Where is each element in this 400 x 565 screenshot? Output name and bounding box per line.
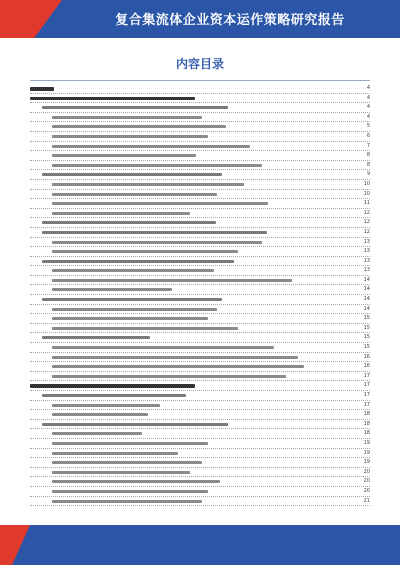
toc-entry-label (42, 423, 228, 426)
toc-entry[interactable] (30, 429, 370, 439)
toc-entry-page: 17 (363, 392, 370, 398)
toc-entry-page: 13 (363, 257, 370, 264)
toc-entry[interactable] (30, 497, 370, 507)
toc-entry-label (52, 288, 172, 291)
toc-entry[interactable] (30, 458, 370, 468)
toc-entry-label (52, 500, 202, 503)
toc-entry-label (52, 125, 226, 128)
toc-entry-page: 20 (363, 478, 370, 485)
toc-entry[interactable] (30, 161, 370, 171)
toc-entry[interactable] (30, 180, 370, 190)
toc-entry-label (42, 260, 234, 263)
toc-entry[interactable] (30, 487, 370, 497)
toc-entry-page: 12 (363, 228, 370, 235)
toc-entry-label (30, 97, 195, 101)
toc-entry-page: 14 (363, 276, 370, 283)
toc-entry-page: 16 (363, 363, 370, 370)
toc-entry[interactable] (30, 305, 370, 315)
toc-entry-page: 18 (363, 411, 370, 418)
toc-entry[interactable] (30, 333, 370, 343)
toc-entry-page: 12 (363, 209, 370, 216)
toc-entry[interactable] (30, 190, 370, 200)
toc-entry-page: 16 (363, 353, 370, 360)
toc-entry-page: 15 (363, 344, 370, 351)
toc-entry[interactable] (30, 94, 370, 104)
toc-entry-page: 15 (363, 334, 370, 341)
toc-entry-label (52, 135, 208, 138)
toc-entry-label (42, 231, 267, 234)
toc-entry[interactable] (30, 151, 370, 161)
toc-entry-label (52, 327, 238, 330)
toc-entry[interactable] (30, 372, 370, 382)
toc-entry[interactable] (30, 439, 370, 449)
table-of-contents (30, 84, 370, 506)
toc-entry[interactable] (30, 170, 370, 180)
toc-entry-page: 19 (363, 449, 370, 456)
toc-entry-page: 12 (363, 219, 370, 226)
report-title: 复合集流体企业资本运作策略研究报告 (115, 13, 345, 28)
toc-entry[interactable] (30, 266, 370, 276)
toc-entry[interactable] (30, 209, 370, 219)
toc-entry-page: 4 (366, 94, 370, 101)
toc-entry[interactable] (30, 276, 370, 286)
toc-entry[interactable] (30, 420, 370, 430)
toc-entry-page: 14 (363, 296, 370, 303)
toc-entry-label (52, 356, 298, 359)
toc-entry-page: 7 (366, 142, 370, 149)
toc-entry-page: 19 (363, 459, 370, 466)
toc-entry[interactable] (30, 449, 370, 459)
toc-entry-page: 6 (366, 132, 370, 139)
toc-entry-label (42, 106, 228, 109)
toc-entry-label (52, 308, 217, 311)
toc-entry-label (52, 202, 268, 205)
toc-entry-page: 17 (363, 401, 370, 408)
toc-entry-label (52, 432, 142, 435)
toc-entry-label (52, 279, 292, 282)
toc-entry[interactable] (30, 343, 370, 353)
toc-entry-label (52, 365, 304, 368)
toc-entry-label (52, 145, 250, 148)
toc-entry-page: 21 (363, 497, 370, 504)
toc-entry-label (52, 452, 178, 455)
toc-entry[interactable] (30, 401, 370, 411)
toc-entry-page: 14 (363, 286, 370, 293)
toc-entry-label (52, 346, 274, 349)
toc-entry-label (52, 375, 286, 378)
toc-entry-label (42, 336, 150, 339)
toc-entry-page: 5 (366, 123, 370, 130)
toc-entry[interactable] (30, 218, 370, 228)
toc-entry[interactable] (30, 199, 370, 209)
toc-entry-label (52, 164, 262, 167)
toc-entry-label (52, 404, 160, 407)
toc-entry[interactable] (30, 410, 370, 420)
toc-divider (30, 80, 370, 81)
toc-entry-label (52, 461, 202, 464)
toc-entry-label (52, 193, 217, 196)
toc-entry-label (52, 183, 244, 186)
footer-bar (0, 525, 400, 565)
toc-entry[interactable] (30, 295, 370, 305)
toc-entry-page: 18 (363, 430, 370, 437)
toc-entry[interactable] (30, 477, 370, 487)
toc-entry-label (42, 221, 216, 224)
toc-entry-page: 10 (363, 180, 370, 187)
toc-entry-page: 4 (366, 85, 370, 91)
toc-entry-label (42, 173, 222, 176)
toc-entry-page: 13 (363, 267, 370, 274)
toc-entry-page: 20 (363, 487, 370, 494)
toc-entry-page: 15 (363, 315, 370, 322)
toc-entry-label (42, 298, 222, 301)
toc-entry-page: 13 (363, 248, 370, 255)
toc-entry-label (52, 250, 238, 253)
toc-entry[interactable] (30, 257, 370, 267)
toc-heading: 内容目录 (175, 57, 224, 71)
toc-entry-label (42, 394, 186, 397)
toc-entry-label (52, 317, 208, 320)
toc-entry[interactable] (30, 324, 370, 334)
toc-entry-label (30, 384, 195, 388)
toc-entry[interactable] (30, 238, 370, 248)
toc-entry[interactable] (30, 468, 370, 478)
toc-entry[interactable] (30, 84, 370, 94)
toc-entry-label (52, 471, 190, 474)
toc-entry-page: 13 (363, 238, 370, 245)
toc-entry-page: 18 (363, 420, 370, 427)
toc-entry[interactable] (30, 285, 370, 295)
toc-entry[interactable] (30, 113, 370, 123)
toc-entry-label (52, 490, 208, 493)
toc-entry-label (52, 241, 262, 244)
toc-entry[interactable] (30, 391, 370, 401)
toc-entry-label (52, 116, 202, 119)
toc-entry[interactable] (30, 228, 370, 238)
toc-entry-page: 14 (363, 305, 370, 312)
toc-entry-page: 20 (363, 468, 370, 475)
toc-entry-page: 8 (366, 161, 370, 168)
toc-entry-label (52, 269, 214, 272)
toc-entry-label (52, 442, 208, 445)
toc-entry-page: 19 (363, 439, 370, 446)
toc-entry-page: 4 (366, 113, 370, 120)
toc-entry[interactable] (30, 132, 370, 142)
toc-entry[interactable] (30, 314, 370, 324)
toc-entry-label (52, 480, 220, 483)
toc-entry-page: 4 (366, 104, 370, 111)
toc-entry[interactable] (30, 381, 370, 391)
toc-entry[interactable] (30, 362, 370, 372)
toc-entry-page: 10 (363, 190, 370, 197)
toc-entry-page: 15 (363, 324, 370, 331)
toc-entry[interactable] (30, 103, 370, 113)
toc-entry-label (52, 413, 148, 416)
toc-entry-page: 9 (366, 171, 370, 178)
toc-entry-page: 17 (363, 372, 370, 379)
toc-entry-label (52, 154, 196, 157)
toc-entry-page: 17 (363, 382, 370, 389)
toc-entry-page: 11 (363, 200, 370, 207)
toc-entry[interactable] (30, 142, 370, 152)
toc-entry[interactable] (30, 247, 370, 257)
toc-entry-label (30, 87, 54, 91)
toc-entry[interactable] (30, 353, 370, 363)
toc-entry-label (52, 212, 190, 215)
toc-entry[interactable] (30, 122, 370, 132)
toc-entry-page: 8 (366, 152, 370, 159)
